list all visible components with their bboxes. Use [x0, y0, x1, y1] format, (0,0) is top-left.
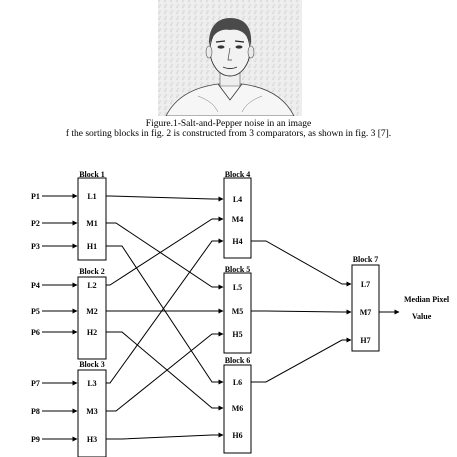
port-m1: M1 — [86, 219, 98, 228]
output-label: Median Pixel — [404, 295, 450, 304]
wire-h3-to-h6 — [106, 435, 223, 439]
input-p4-label: P4 — [31, 281, 40, 290]
port-l2: L2 — [87, 281, 97, 290]
input-p5-label: P5 — [31, 307, 40, 316]
input-p2-label: P2 — [31, 219, 40, 228]
wire-h2-to-m6 — [106, 332, 223, 408]
wire-l1-to-l4 — [106, 196, 223, 199]
wire-l2-to-m4 — [106, 219, 223, 285]
port-l5: L5 — [232, 283, 243, 292]
block-3-title: Block 3 — [79, 360, 105, 369]
port-h7: H7 — [360, 336, 371, 345]
block-4-title: Block 4 — [224, 170, 251, 179]
input-p1-label: P1 — [31, 192, 40, 201]
input-p3-label: P3 — [31, 242, 40, 251]
port-h3: H3 — [86, 435, 98, 444]
block-6-title: Block 6 — [224, 356, 251, 365]
port-h4: H4 — [232, 237, 243, 246]
noisy-portrait-image — [158, 0, 302, 116]
output-label-value: Value — [412, 312, 432, 321]
wire-l6-to-h7 — [251, 340, 351, 382]
port-l3: L3 — [87, 379, 97, 388]
wire-h4-to-l7 — [251, 241, 351, 284]
port-m3: M3 — [86, 407, 98, 416]
port-l4: L4 — [232, 195, 243, 204]
port-m5: M5 — [231, 307, 244, 316]
figure-caption: Figure.1-Salt-and-Pepper noise in an image — [145, 119, 312, 129]
port-l6: L6 — [232, 378, 243, 387]
port-l1: L1 — [87, 192, 97, 201]
block-2-title: Block 2 — [79, 267, 105, 276]
body-text-line: f the sorting blocks in fig. 2 is constructed from 3 comparators, as shown in fig. 3 [7]. — [65, 129, 392, 139]
port-m4: M4 — [231, 215, 244, 224]
port-h2: H2 — [86, 328, 98, 337]
wire-m5-to-m7 — [251, 311, 351, 312]
input-p9-label: P9 — [31, 435, 40, 444]
block-5-title: Block 5 — [224, 265, 251, 274]
port-h5: H5 — [232, 330, 243, 339]
port-l7: L7 — [360, 280, 371, 289]
port-m7: M7 — [359, 308, 372, 317]
input-p6-label: P6 — [31, 328, 40, 337]
port-h1: H1 — [86, 242, 98, 251]
wire-l3-to-h4 — [106, 241, 223, 383]
port-m6: M6 — [231, 404, 244, 413]
block-1-title: Block 1 — [79, 170, 105, 179]
port-h6: H6 — [232, 431, 243, 440]
input-p7-label: P7 — [31, 379, 40, 388]
wire-m1-to-l5 — [106, 223, 223, 287]
wire-h1-to-l6 — [106, 246, 223, 382]
sorting-network-diagram — [0, 162, 457, 457]
input-p8-label: P8 — [31, 407, 40, 416]
port-m2: M2 — [86, 307, 98, 316]
block-7-title: Block 7 — [352, 255, 379, 264]
